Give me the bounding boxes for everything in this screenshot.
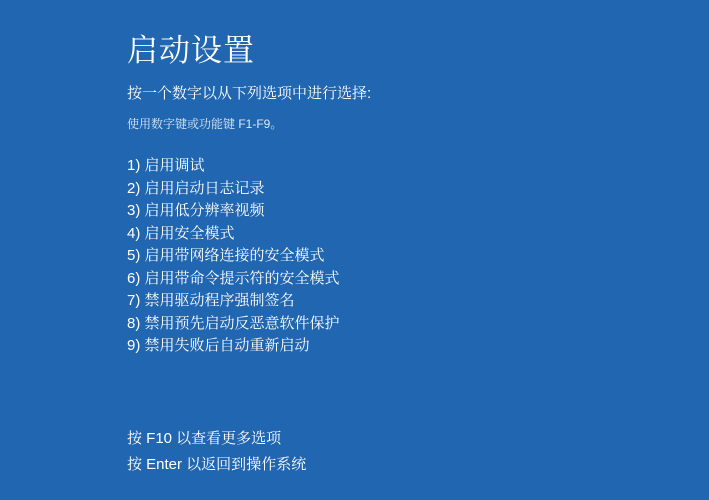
key-hint-text: 使用数字键或功能键 F1-F9。: [127, 117, 283, 131]
option-7-disable-driver-signing: 7) 禁用驱动程序强制签名: [127, 292, 295, 309]
instruction-text: 按一个数字以从下列选项中进行选择:: [127, 85, 372, 102]
page-title: 启动设置: [127, 33, 255, 68]
option-5-safe-mode-networking: 5) 启用带网络连接的安全模式: [127, 247, 325, 264]
option-2-enable-boot-logging: 2) 启用启动日志记录: [127, 179, 265, 197]
option-3-enable-low-res-video: 3) 启用低分辨率视频: [127, 202, 265, 219]
option-8-disable-antimalware: 8) 禁用预先启动反恶意软件保护: [127, 314, 340, 332]
option-6-safe-mode-cmd: 6) 启用带命令提示符的安全模式: [127, 269, 340, 287]
option-4-enable-safe-mode: 4) 启用安全模式: [127, 224, 235, 242]
footer-f10-hint: 按 F10 以查看更多选项: [127, 430, 282, 447]
options-list: [127, 155, 340, 358]
option-9-disable-auto-restart: 9) 禁用失败后自动重新启动: [127, 337, 310, 354]
footer-enter-hint: 按 Enter 以返回到操作系统: [127, 456, 307, 473]
option-1-enable-debugging: 1) 启用调试: [127, 157, 205, 174]
footer-hints: [127, 426, 306, 478]
